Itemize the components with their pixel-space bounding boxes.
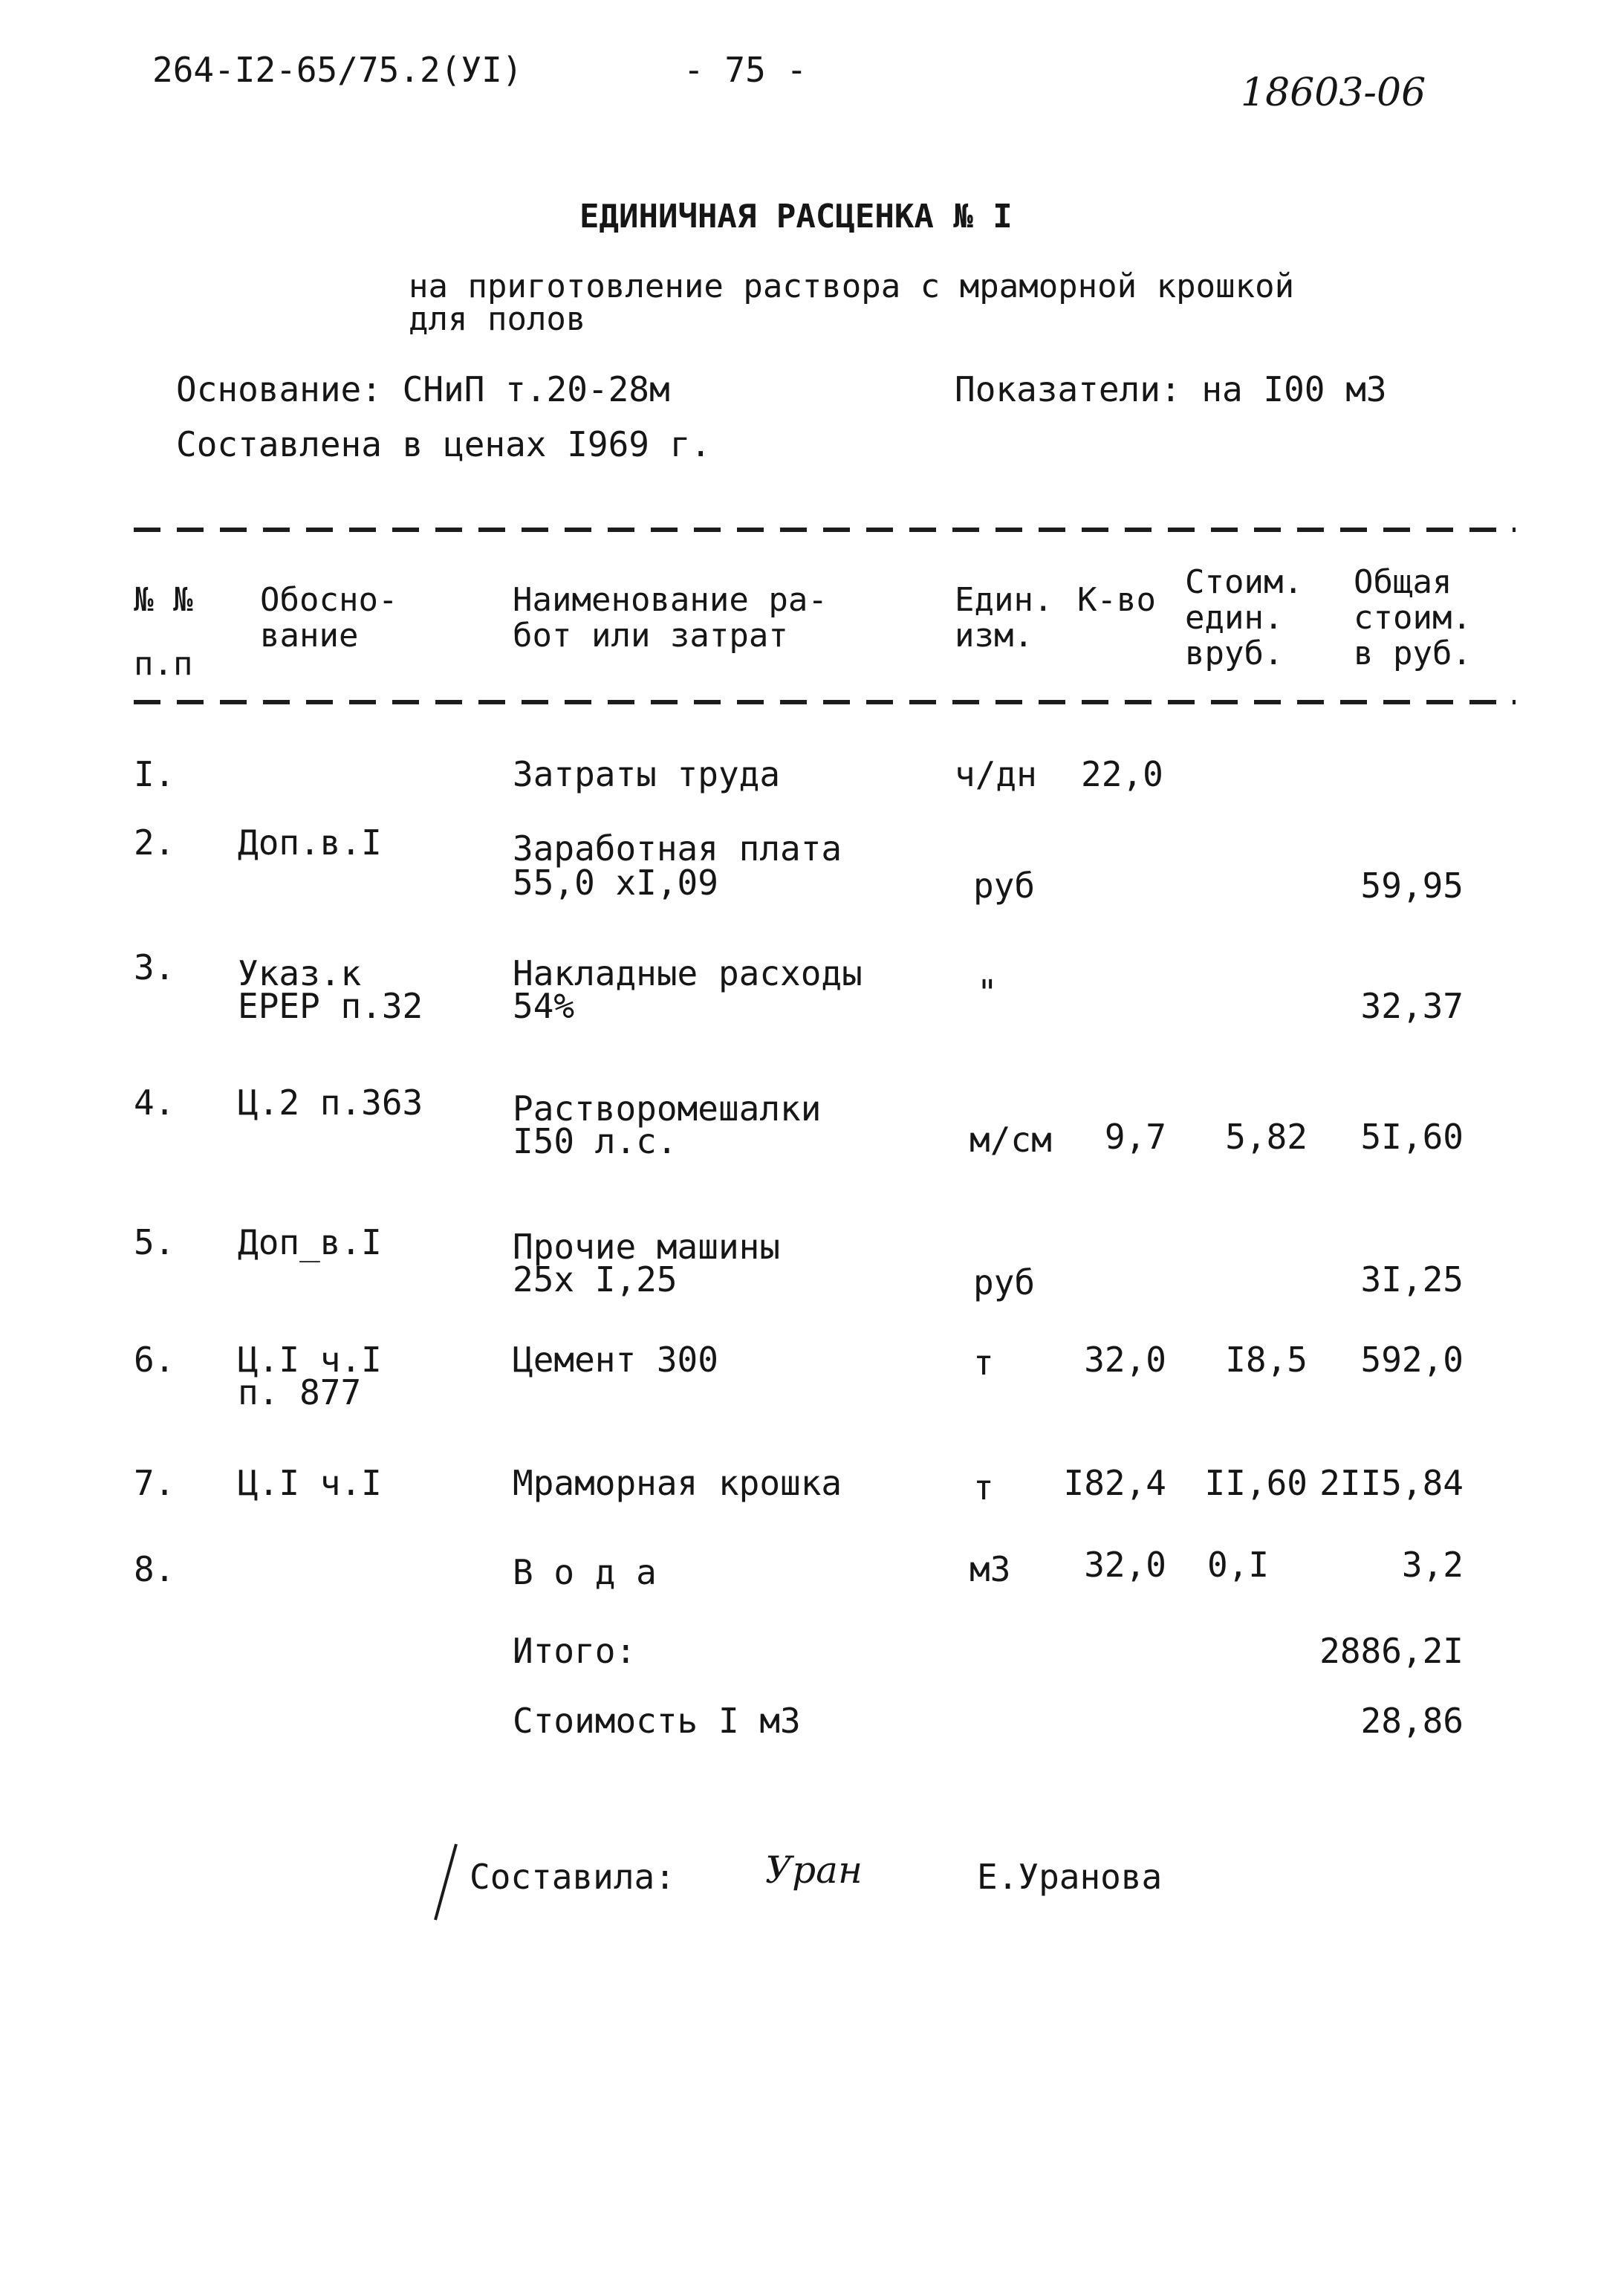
row-quantity: 32,0 (1084, 1340, 1166, 1380)
row-name: Мраморная крошка (513, 1463, 842, 1503)
row-total: 32,37 (1360, 986, 1464, 1026)
row-name-detail: I50 л.с. (513, 1121, 678, 1161)
row-name: Затраты труда (513, 754, 781, 794)
row-total: 59,95 (1360, 866, 1464, 906)
row-number: 2. (134, 822, 175, 863)
row-total: 3I,25 (1360, 1259, 1464, 1300)
dashed-rule-header (134, 700, 1516, 704)
dashed-rule-top (134, 528, 1516, 532)
header-work-name: Наименование ра- бот или затрат (513, 581, 828, 655)
unit-cost-value: 28,86 (1360, 1701, 1464, 1741)
total-value: 2886,2I (1319, 1631, 1464, 1671)
row-number: 8. (134, 1549, 175, 1589)
row-unit: т (973, 1467, 994, 1508)
row-name-detail: 54% (513, 986, 575, 1026)
row-number: 7. (134, 1463, 175, 1503)
signature-slash-mark (431, 1841, 461, 1923)
basis-text: Основание: СНиП т.20-28м (176, 369, 670, 409)
archive-stamp: 18603-06 (1241, 71, 1426, 115)
row-basis: Ц.I ч.I (238, 1340, 382, 1380)
header-unit: Един. изм. (955, 581, 1053, 655)
row-number: 5. (134, 1222, 175, 1262)
row-basis: Ц.I ч.I (238, 1463, 382, 1503)
header-unit-cost: Стоим. един. вруб. (1185, 563, 1303, 672)
row-unit: м/см (969, 1120, 1052, 1160)
row-basis: Доп.в.I (238, 822, 382, 863)
row-name: В о д а (513, 1552, 657, 1592)
row-name: Накладные расходы (513, 953, 863, 993)
row-name-detail: 25х I,25 (513, 1259, 678, 1300)
header-total-cost: Общая стоим. в руб. (1354, 563, 1472, 672)
row-quantity: 22,0 (1081, 754, 1163, 794)
price-year-text: Составлена в ценах I969 г. (176, 424, 712, 464)
row-total: 3,2 (1401, 1545, 1464, 1585)
total-label: Итого: (513, 1631, 637, 1671)
row-unit: руб (973, 1262, 1036, 1302)
row-total: 2II5,84 (1319, 1463, 1464, 1503)
row-number: I. (134, 754, 175, 794)
row-name: Прочие машины (513, 1227, 781, 1267)
row-name-detail: 55,0 хI,09 (513, 863, 718, 903)
header-quantity: К-во (1077, 581, 1156, 619)
row-quantity: 9,7 (1104, 1117, 1166, 1157)
page-title: ЕДИНИЧНАЯ РАСЦЕНКА № I (579, 198, 1013, 236)
row-basis: Доп_в.I (238, 1222, 382, 1262)
row-unit: руб (973, 866, 1036, 906)
row-unit-price: 0,I (1207, 1545, 1270, 1585)
row-unit-price: I8,5 (1225, 1340, 1308, 1380)
compiled-by-label: Составила: (470, 1857, 675, 1897)
unit-cost-label: Стоимость I м3 (513, 1701, 801, 1741)
row-number: 6. (134, 1340, 175, 1380)
row-name: Растворомешалки (513, 1088, 822, 1129)
row-total: 592,0 (1360, 1340, 1464, 1380)
row-unit: т (973, 1343, 994, 1383)
header-basis: Обосно- вание (260, 581, 398, 655)
row-total: 5I,60 (1360, 1117, 1464, 1157)
compiler-name: Е.Уранова (977, 1857, 1163, 1897)
row-basis: Указ.к (238, 953, 362, 993)
document-code: 264-I2-65/75.2(УI) (152, 50, 523, 90)
row-basis-detail: ЕРЕР п.32 (238, 986, 423, 1026)
row-number: 4. (134, 1083, 175, 1123)
row-quantity: I82,4 (1063, 1463, 1166, 1503)
row-name: Заработная плата (513, 828, 842, 869)
row-unit: " (977, 973, 998, 1013)
row-unit-price: II,60 (1204, 1463, 1308, 1503)
row-unit: ч/дн (955, 754, 1037, 794)
row-name: Цемент 300 (513, 1340, 718, 1380)
row-quantity: 32,0 (1084, 1545, 1166, 1585)
subtitle-line-1: на приготовление раствора с мраморной крошкой (409, 267, 1295, 305)
header-number: № № п.п (134, 581, 193, 683)
handwritten-signature: Уран (765, 1849, 863, 1892)
subtitle-line-2: для полов (409, 300, 586, 338)
page-number: - 75 - (683, 50, 808, 90)
row-unit-price: 5,82 (1225, 1117, 1308, 1157)
indicators-text: Показатели: на I00 м3 (955, 369, 1387, 409)
row-basis-detail: п. 877 (238, 1372, 362, 1412)
row-basis: Ц.2 п.363 (238, 1083, 423, 1123)
row-number: 3. (134, 947, 175, 987)
row-unit: м3 (969, 1549, 1011, 1589)
